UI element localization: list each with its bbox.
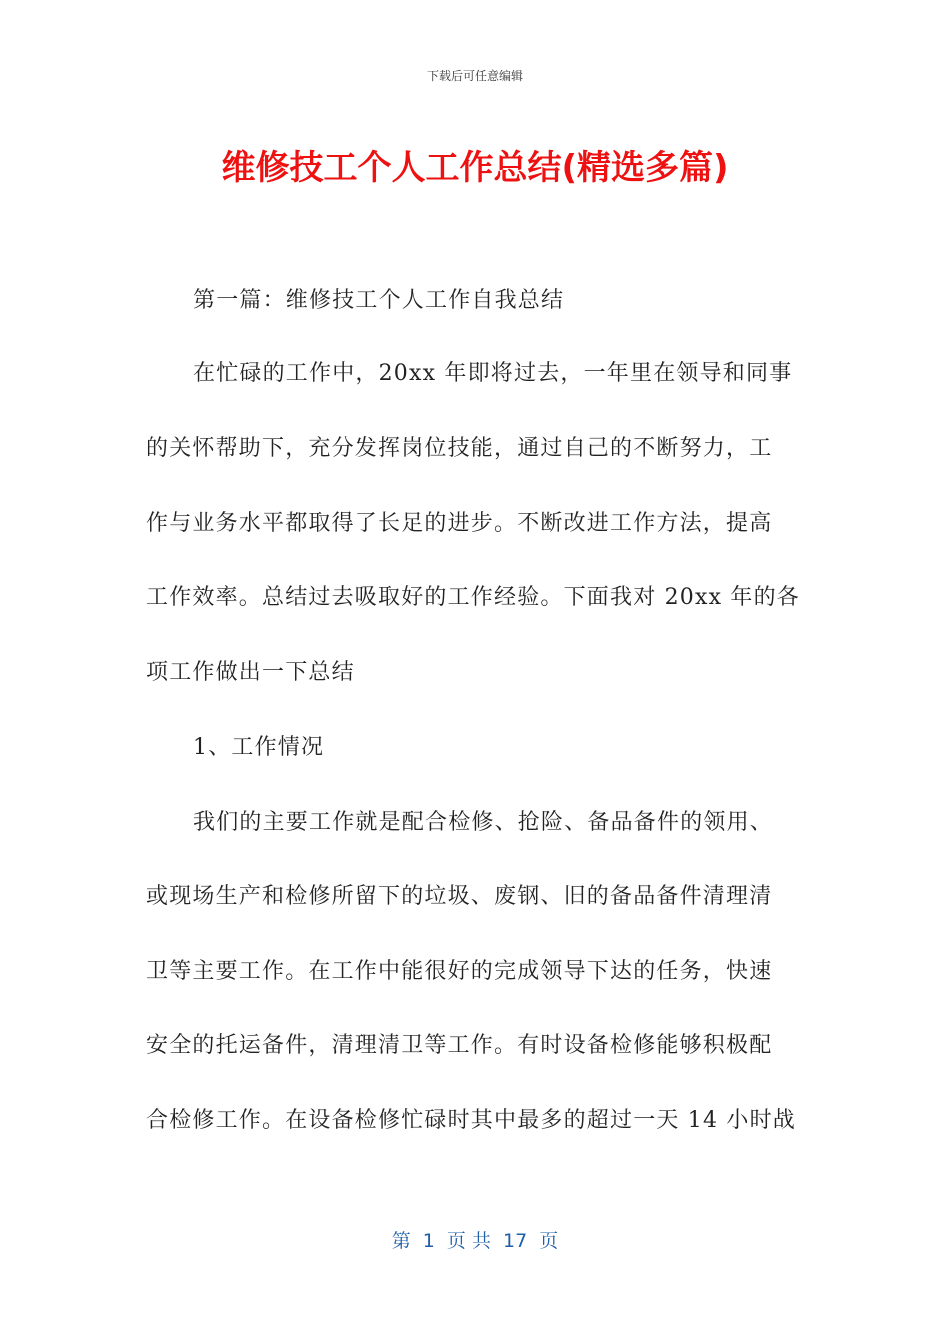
- page-footer: 第 1 页 共 17 页: [391, 1230, 559, 1252]
- paragraph-line: 或现场生产和检修所留下的垃圾、废钢、旧的备品备件清理清: [146, 884, 773, 909]
- paragraph-line: 我们的主要工作就是配合检修、抢险、备品备件的领用、: [193, 810, 774, 835]
- header-note: 下载后可任意编辑: [426, 69, 523, 83]
- paragraph-line: 作与业务水平都取得了长足的进步。不断改进工作方法，提高: [146, 511, 773, 536]
- document-title: 维修技工个人工作总结(精选多篇): [221, 148, 729, 188]
- paragraph-line: 安全的托运备件，清理清卫等工作。有时设备检修能够积极配: [146, 1033, 773, 1058]
- paragraph-line: 工作效率。总结过去吸取好的工作经验。下面我对 20xx 年的各: [146, 585, 800, 610]
- paragraph-line: 卫等主要工作。在工作中能很好的完成领导下达的任务，快速: [146, 959, 773, 984]
- paragraph-line: 在忙碌的工作中，20xx 年即将过去，一年里在领导和同事: [193, 361, 793, 386]
- paragraph-line: 项工作做出一下总结: [146, 660, 355, 685]
- section-heading: 第一篇：维修技工个人工作自我总结: [193, 288, 565, 313]
- subsection-heading: 1、工作情况: [193, 735, 325, 760]
- paragraph-line: 的关怀帮助下，充分发挥岗位技能，通过自己的不断努力，工: [146, 436, 773, 461]
- paragraph-line: 合检修工作。在设备检修忙碌时其中最多的超过一天 14 小时战: [146, 1108, 796, 1133]
